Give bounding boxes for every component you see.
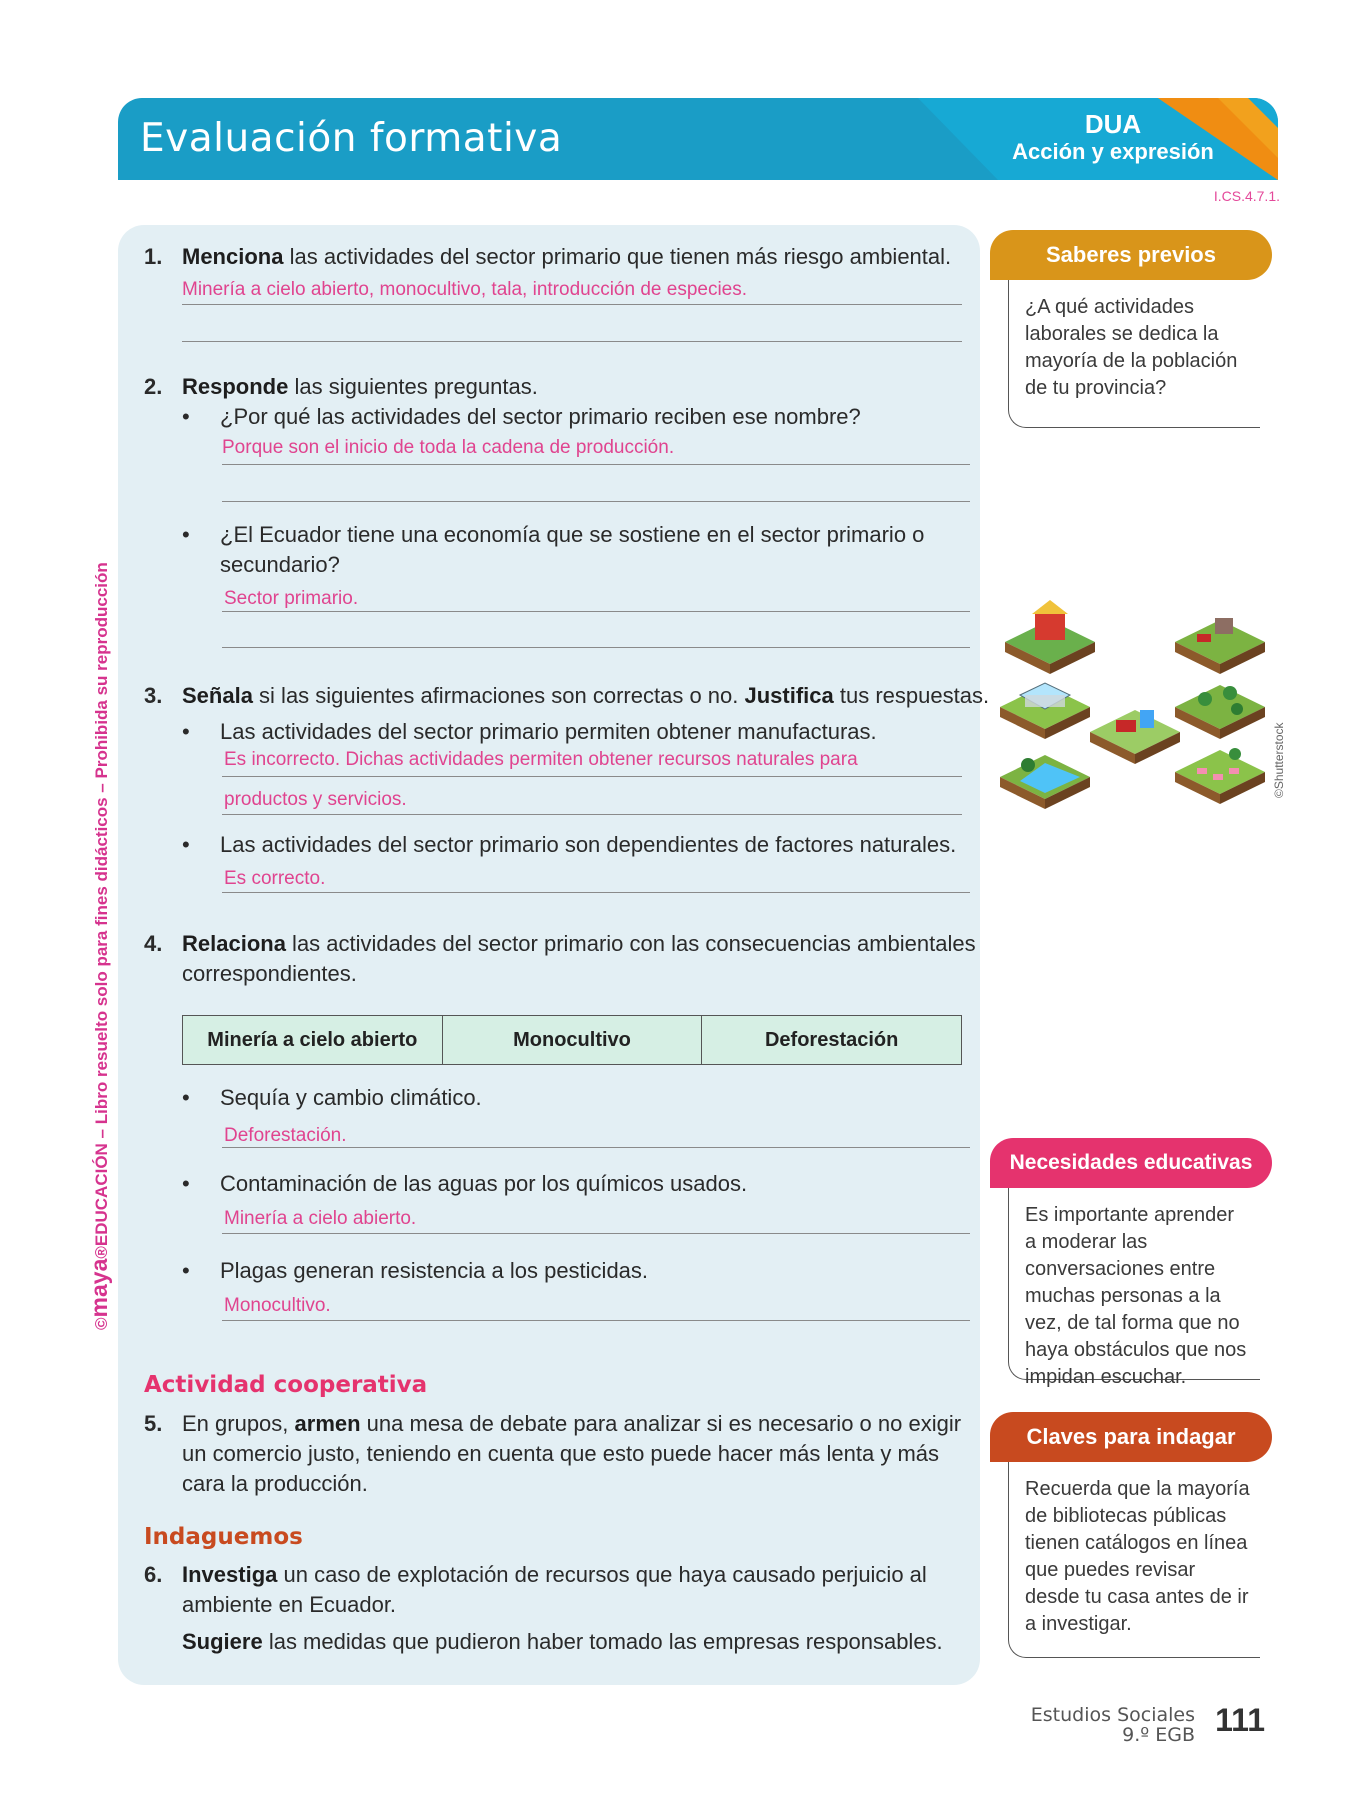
question-number: 1.: [144, 244, 163, 269]
header-banner: [118, 98, 1278, 180]
question-number: 4.: [144, 931, 163, 956]
bullet-dot: •: [182, 404, 190, 429]
question-text-continued: correspondientes.: [182, 961, 357, 986]
footer-subject-name: Estudios Sociales: [1030, 1704, 1195, 1726]
answer-line: [222, 1320, 970, 1321]
livestock-tile: [1175, 748, 1265, 804]
question-number: 5.: [144, 1411, 163, 1436]
question-text-continued: un comercio justo, teniendo en cuenta que esto puede hacer más lenta y más: [182, 1441, 940, 1466]
bullet-dot: •: [182, 832, 190, 857]
bullet-dot: •: [182, 1085, 190, 1110]
answer-text: Deforestación.: [224, 1125, 347, 1146]
brand-logo-text: maya: [86, 1258, 112, 1318]
answer-text-continued: productos y servicios.: [224, 789, 407, 810]
necesidades-educativas-text: Es importante aprender a moderar las conversaciones entre muchas personas a la vez, de tal forma que no haya obstáculos que nos impidan escuchar.: [1008, 1188, 1260, 1380]
answer-line: [222, 814, 962, 815]
bullet-text-continued: secundario?: [220, 552, 340, 577]
question-number: 2.: [144, 374, 163, 399]
side-copyright-text: [86, 490, 112, 1330]
indicator-code: I.CS.4.7.1.: [1213, 188, 1280, 204]
page-number: 111: [1215, 1702, 1265, 1738]
question-verb: Responde: [182, 374, 289, 399]
dua-label: [998, 110, 1228, 166]
answer-line: [222, 892, 970, 893]
saberes-previos-text: ¿A qué actividades laborales se dedica la mayoría de la población de tu provincia?: [1008, 280, 1260, 428]
necesidades-educativas-tab: Necesidades educativas: [990, 1138, 1272, 1188]
question-mid: si las siguientes afirmaciones son correctas o no.: [252, 683, 745, 708]
answer-line: [222, 611, 970, 612]
question-text: [182, 1560, 927, 1590]
question-text-continued: ambiente en Ecuador.: [182, 1592, 397, 1617]
answer-line: [222, 501, 970, 502]
footer-grade: 9.º EGB: [1122, 1724, 1195, 1746]
dua-main-label: DUA: [1084, 109, 1142, 139]
bullet-text: Las actividades del sector primario permiten obtener manufacturas.: [220, 719, 877, 744]
relation-table: [182, 1015, 962, 1065]
question-verb: Señala: [182, 683, 253, 708]
question-rest: un caso de explotación de recursos que haya causado perjuicio al: [277, 1562, 927, 1587]
question-rest: tus respuestas.: [833, 683, 990, 708]
question-text: [182, 372, 538, 402]
answer-text: Es correcto.: [224, 868, 326, 889]
image-credit: ©Shutterstock: [1272, 722, 1286, 798]
question-verb: armen: [294, 1411, 361, 1436]
question-rest: una mesa de debate para analizar si es necesario o no exigir: [360, 1411, 962, 1436]
bullet-dot: •: [182, 1258, 190, 1283]
answer-line: [222, 647, 970, 648]
question-pre: En grupos,: [182, 1411, 295, 1436]
bullet-dot: •: [182, 522, 190, 547]
tractor-tile: [1090, 710, 1180, 764]
answer-text: Minería a cielo abierto, monocultivo, tala, introducción de especies.: [182, 279, 748, 300]
question-text: [182, 1409, 961, 1439]
bullet-text: ¿Por qué las actividades del sector primario reciben ese nombre?: [220, 404, 861, 429]
answer-text: Porque son el inicio de toda la cadena de producción.: [222, 437, 675, 458]
greenhouse-tile: [1000, 683, 1090, 739]
saberes-previos-tab: Saberes previos: [990, 230, 1272, 280]
question-rest: las actividades del sector primario con las consecuencias ambientales: [285, 931, 976, 956]
fishing-tile: [1000, 755, 1090, 809]
question-verb-2: Justifica: [744, 683, 834, 708]
bullet-text: Las actividades del sector primario son dependientes de factores naturales.: [220, 832, 957, 857]
answer-text: Sector primario.: [224, 588, 359, 609]
claves-para-indagar-tab: Claves para indagar: [990, 1412, 1272, 1462]
orchard-tile: [1175, 685, 1265, 739]
page-title: Evaluación formativa: [140, 116, 563, 161]
barn-tile: [1005, 600, 1095, 674]
answer-line: [182, 341, 962, 342]
question-number: 3.: [144, 683, 163, 708]
question-verb: Menciona: [182, 244, 284, 269]
question-text: [182, 929, 976, 959]
question-verb: Relaciona: [182, 931, 286, 956]
bullet-text: Contaminación de las aguas por los químicos usados.: [220, 1171, 748, 1196]
bullet-text: ¿El Ecuador tiene una economía que se sostiene en el sector primario o: [220, 522, 925, 547]
answer-line: [182, 304, 962, 305]
answer-text: Monocultivo.: [224, 1295, 331, 1316]
answer-line: [222, 1147, 970, 1148]
relation-table-cell: Deforestación: [764, 1028, 899, 1051]
bullet-text: Sequía y cambio climático.: [220, 1085, 482, 1110]
question-rest-2: las medidas que pudieron haber tomado las empresas responsables.: [262, 1629, 943, 1654]
question-text-continued: cara la producción.: [182, 1471, 368, 1496]
question-number: 6.: [144, 1562, 163, 1587]
section-heading-cooperativa: Actividad cooperativa: [144, 1372, 428, 1398]
footer-subject: [1031, 1705, 1195, 1745]
answer-text: Minería a cielo abierto.: [224, 1208, 417, 1229]
question-rest: las siguientes preguntas.: [288, 374, 538, 399]
answer-line: [222, 1233, 970, 1234]
question-text-sugiere: [182, 1627, 943, 1657]
side-notice: ®EDUCACIÓN – Libro resuelto solo para fines didácticos – Prohibida su reproducción: [92, 562, 111, 1259]
farm-illustration: [995, 580, 1275, 820]
answer-line: [222, 776, 962, 777]
dua-sub-label: Acción y expresión: [1012, 139, 1214, 164]
question-rest: las actividades del sector primario que tienen más riesgo ambiental.: [283, 244, 952, 269]
question-verb: Investiga: [182, 1562, 278, 1587]
answer-line: [222, 464, 970, 465]
answer-text: Es incorrecto. Dichas actividades permiten obtener recursos naturales para: [224, 749, 858, 770]
question-text: [182, 242, 951, 272]
bullet-text: Plagas generan resistencia a los pesticidas.: [220, 1258, 649, 1283]
bullet-dot: •: [182, 1171, 190, 1196]
bullet-dot: •: [182, 719, 190, 744]
copyright-symbol: ©: [92, 1317, 111, 1330]
claves-para-indagar-text: Recuerda que la mayoría de bibliotecas públicas tienen catálogos en línea que puedes revisar desde tu casa antes de ir a investigar.: [1008, 1462, 1260, 1658]
relation-table-cell: Monocultivo: [443, 1016, 703, 1064]
section-heading-indaguemos: Indaguemos: [144, 1524, 303, 1550]
question-verb-2: Sugiere: [182, 1629, 263, 1654]
field-tile: [1175, 618, 1265, 674]
relation-table-cell: Minería a cielo abierto: [183, 1016, 443, 1064]
question-text: [182, 681, 989, 711]
